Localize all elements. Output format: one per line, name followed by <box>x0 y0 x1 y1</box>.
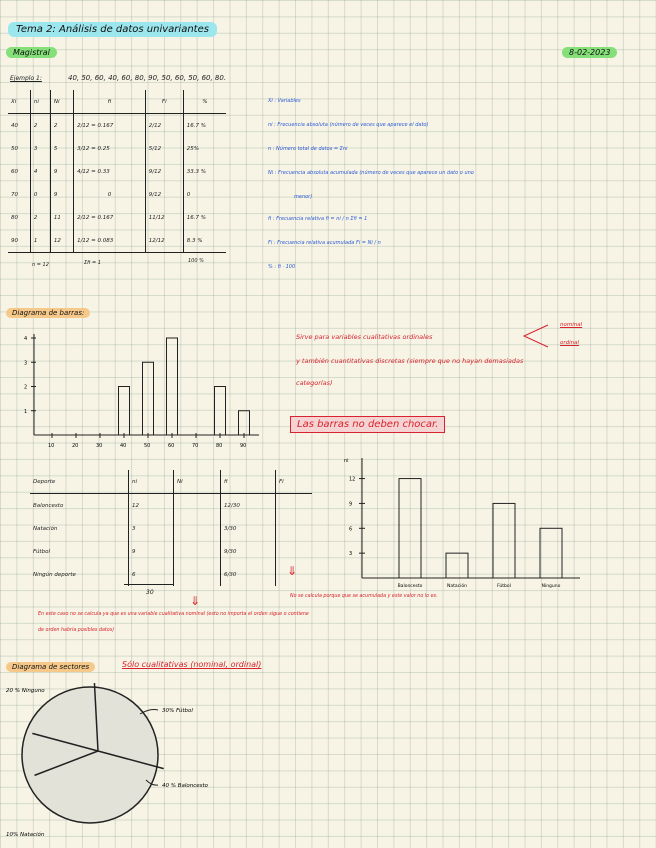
cell <box>276 540 313 563</box>
cell: 33.3 % <box>186 168 206 175</box>
cell: 1/12 = 0.083 <box>74 229 146 253</box>
pie-slice-label: 20 % Ninguno <box>6 688 45 694</box>
cell: 70 <box>8 183 30 206</box>
cell <box>174 540 221 563</box>
cell: 5 <box>50 137 73 160</box>
definition-xi: Xi : Variables <box>268 98 301 104</box>
bracket-arrow <box>520 322 550 350</box>
header-Fi: Fi <box>279 478 284 485</box>
cell: 9 <box>129 540 174 563</box>
x-tick-label: 20 <box>72 443 79 449</box>
definition-Fi: Fi : Frecuencia relativa acumulada Fi = Ni / n <box>268 240 381 246</box>
arrow-down-icon: ⇓ <box>287 564 298 578</box>
bar <box>493 503 515 578</box>
cell: 1 <box>30 229 50 253</box>
cell: 9 <box>50 183 73 206</box>
x-tick-label: 60 <box>168 443 175 449</box>
cell: 9/30 <box>221 540 276 563</box>
cell: 2/12 <box>145 114 183 138</box>
header-xi: Xi <box>8 90 30 114</box>
cell: 25% <box>186 145 199 152</box>
cell: 6 <box>129 563 174 586</box>
frequency-table-container <box>8 90 228 253</box>
bar <box>215 387 226 436</box>
arrow-down-icon: ⇓ <box>190 594 201 608</box>
y-tick-label: 12 <box>349 476 356 483</box>
bars-note-nominal: nominal <box>560 322 583 328</box>
cell: 60 <box>8 160 30 183</box>
header-deporte: Deporte <box>30 470 129 494</box>
table-row <box>8 229 226 253</box>
cell <box>276 494 313 518</box>
y-tick-label: 1 <box>24 408 28 415</box>
bar <box>399 479 421 578</box>
cell: 3 <box>129 517 174 540</box>
cell: 12 <box>50 229 73 253</box>
magistral-tag: Magistral <box>6 47 57 58</box>
x-tick-label: 10 <box>48 443 55 449</box>
bar <box>119 387 130 436</box>
pie-slice-label: 40 % Baloncesto <box>162 783 209 789</box>
pie-slice-label: 30% Fútbol <box>162 708 193 714</box>
sport-total-line <box>124 584 174 585</box>
definition-percent: % : fi · 100 <box>268 264 296 270</box>
x-tick-label: Natación <box>447 584 467 589</box>
cell: 11 <box>50 206 73 229</box>
x-tick-label: Fútbol <box>497 584 511 589</box>
sport-note-left-2: de orden habría posibles datos) <box>38 628 115 633</box>
cell: 16.7 % <box>186 122 206 129</box>
cell: 3/30 <box>221 517 276 540</box>
pie-slice-label: 10% Natación <box>6 832 45 838</box>
x-tick-label: Baloncesto <box>397 584 423 589</box>
exercise-label: Ejemplo 1: <box>10 75 42 82</box>
cell: 0 <box>74 183 146 206</box>
bars-note-line3: categorías) <box>296 379 333 387</box>
cell: 6/30 <box>221 563 276 586</box>
bars-note-line1 <box>296 333 432 341</box>
sport-note-right: No se calcula porque que se acumulada y este valor no lo es. <box>290 594 438 599</box>
table-row <box>8 160 226 183</box>
bar <box>540 528 562 578</box>
sport-table <box>30 470 312 586</box>
bar-chart-sports <box>340 452 590 594</box>
header-Ni: Ni <box>50 90 73 114</box>
x-tick-label: 90 <box>240 443 247 449</box>
cell: 40 <box>8 114 30 138</box>
cell: 16.7 % <box>186 214 206 221</box>
bar <box>167 338 178 435</box>
y-tick-label: 3 <box>349 551 353 558</box>
pie-note: Sólo cualitativas (nominal, ordinal) <box>122 660 262 669</box>
bar <box>239 411 250 435</box>
cell <box>174 563 221 586</box>
cell: 9/12 <box>145 183 183 206</box>
y-tick-label: 3 <box>24 360 28 367</box>
total-n: n = 12 <box>32 262 49 268</box>
cell: 4 <box>30 160 50 183</box>
cell <box>174 517 221 540</box>
table-row <box>8 206 226 229</box>
frequency-table <box>8 90 226 253</box>
table-row <box>30 563 312 586</box>
x-tick-label: 70 <box>192 443 199 449</box>
cell: 3/12 = 0.25 <box>74 137 146 160</box>
sport-table-container <box>30 470 312 586</box>
table-row <box>8 183 226 206</box>
cell: 2 <box>50 114 73 138</box>
cell: 12/30 <box>221 494 276 518</box>
cell: 2 <box>30 114 50 138</box>
cell: 2/12 = 0.167 <box>74 114 146 138</box>
cell: 11/12 <box>145 206 183 229</box>
bar-chart-values <box>14 330 266 452</box>
header-fi: fi <box>74 90 146 114</box>
sport-note-left-1: En este caso no se calcula ya que es una variable cualitativa nominal (esto no importa el orden sigue o contiene <box>38 612 309 617</box>
bars-note-text1: Sirve para variables cualitativas ordinales <box>296 333 433 341</box>
cell: Baloncesto <box>30 494 129 518</box>
cell: 9 <box>50 160 73 183</box>
header-ni: ni <box>30 90 50 114</box>
cell: 0 <box>30 183 50 206</box>
bars-warning-box: Las barras no deben chocar. <box>290 416 445 433</box>
y-tick-label: 9 <box>349 501 353 508</box>
cell: 2/12 = 0.167 <box>74 206 146 229</box>
cell: 3 <box>30 137 50 160</box>
cell: 9/12 <box>145 160 183 183</box>
header-Fi: Fi <box>145 90 183 114</box>
x-tick-label: 40 <box>120 443 127 449</box>
cell: Fútbol <box>30 540 129 563</box>
cell <box>276 517 313 540</box>
cell: 12 <box>129 494 174 518</box>
cell: Ningún deporte <box>30 563 129 586</box>
bar <box>143 362 154 435</box>
cell: 90 <box>8 229 30 253</box>
header-ni: ni <box>129 470 174 494</box>
total-percent: 100 % <box>188 258 204 264</box>
sport-total: 30 <box>146 589 154 596</box>
table-row <box>8 114 226 138</box>
cell: 12/12 <box>145 229 183 253</box>
x-tick-label: 50 <box>144 443 151 449</box>
header-fi: fi <box>221 470 276 494</box>
x-tick-label: 30 <box>96 443 103 449</box>
exercise-data: 40, 50, 60, 40, 60, 80, 90, 50, 60, 50, 60, 80. <box>68 74 227 82</box>
x-tick-label: Ninguno <box>541 584 561 589</box>
definition-Ni-cont: menor) <box>294 194 313 200</box>
table-row <box>30 540 312 563</box>
sport-table-header <box>30 470 312 494</box>
x-tick-label: 80 <box>216 443 223 449</box>
definition-ni: ni : Frecuencia absoluta (número de veces que aparece el dato) <box>268 122 429 128</box>
cell: Natación <box>30 517 129 540</box>
section-pie-diagram: Diagrama de sectores <box>6 662 95 672</box>
cell: 4/12 = 0.33 <box>74 160 146 183</box>
table-row <box>30 517 312 540</box>
cell: 8.3 % <box>186 237 203 244</box>
y-axis-label: ni <box>344 458 349 464</box>
cell: 2 <box>30 206 50 229</box>
section-bar-diagram: Diagrama de barras: <box>6 308 90 318</box>
y-tick-label: 2 <box>24 384 28 391</box>
cell: 80 <box>8 206 30 229</box>
cell: 50 <box>8 137 30 160</box>
date-badge: 8-02-2023 <box>562 47 617 58</box>
table-row <box>8 137 226 160</box>
y-tick-label: 6 <box>349 526 353 533</box>
cell <box>174 494 221 518</box>
header-Ni: Ni <box>174 470 221 494</box>
page-title: Tema 2: Análisis de datos univariantes <box>8 22 217 37</box>
pie-background <box>22 687 158 823</box>
table-row <box>30 494 312 518</box>
bars-note-line2: y también cuantitativas discretas (siempre que no hayan demasiadas <box>296 357 524 365</box>
definition-Ni: Ni : Frecuencia absoluta acumulada (número de veces que aparece un dato o uno <box>268 170 474 176</box>
definition-fi: fi : Frecuencia relativa fi = ni / n Σfi = 1 <box>268 216 368 222</box>
cell: 0 <box>186 191 191 198</box>
cell: 5/12 <box>145 137 183 160</box>
total-fi: Σfi = 1 <box>84 260 101 266</box>
frequency-table-header <box>8 90 226 114</box>
bars-note-ordinal: ordinal <box>560 340 580 346</box>
definition-n: n : Número total de datos = Σni <box>268 146 348 152</box>
header-percent: % <box>202 98 208 105</box>
pie-chart <box>0 680 260 845</box>
bar <box>446 553 468 578</box>
y-tick-label: 4 <box>24 336 28 342</box>
